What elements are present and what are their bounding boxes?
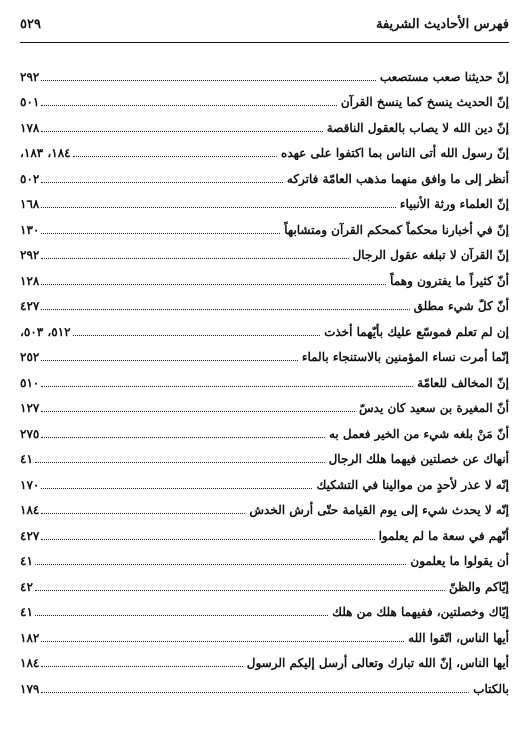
entry-text: إنّه لا يحدث شيء إلى يوم القيامة حتّى أرش الخدش	[249, 503, 509, 517]
dot-leader	[41, 640, 404, 642]
dot-leader	[41, 206, 396, 208]
index-entry	[20, 568, 509, 594]
index-entry	[20, 135, 509, 161]
dot-leader	[41, 385, 413, 387]
entry-page-ref: ٤٢٧	[20, 528, 40, 543]
dot-leader	[41, 691, 469, 693]
index-entry	[20, 441, 509, 467]
entry-page-ref: ١٨٢	[20, 630, 40, 645]
entry-text: إن لم تعلم فموسّع عليك بأيّهما أخذت	[324, 324, 509, 339]
entry-page-ref: ٢٧٥	[20, 426, 40, 441]
dot-leader	[41, 308, 409, 310]
entry-text: أنظر إلى ما وافق منهما مذهب العامّة فاتركه	[286, 171, 509, 186]
dot-leader	[41, 665, 242, 667]
entry-text: إنّ دين الله لا يصاب بالعقول الناقصة	[326, 120, 509, 135]
entry-page-ref: ٥٠١	[20, 95, 40, 109]
index-entry	[20, 313, 509, 339]
entry-text: إنّ الحديث ينسخ كما ينسخ القرآن	[340, 95, 509, 109]
index-entry	[20, 594, 509, 620]
entry-page-ref: ١٢٨	[20, 273, 40, 288]
header-rule	[20, 42, 509, 43]
index-entry	[20, 288, 509, 314]
dot-leader	[35, 461, 325, 463]
entry-page-ref: ٤١	[20, 605, 33, 619]
entry-page-ref: ١٧٩	[20, 681, 40, 696]
entry-page-ref: ١٧٠	[20, 477, 40, 492]
dot-leader	[41, 512, 245, 514]
entry-text: بالكتاب	[473, 681, 509, 696]
index-entry	[20, 466, 509, 492]
dot-leader	[41, 487, 312, 489]
entry-text: إنّه لا عذر لأحدٍ من موالينا في التشكيك	[316, 477, 509, 492]
entry-page-ref: ٤٢٧	[20, 299, 40, 313]
index-entry	[20, 364, 509, 390]
index-entry	[20, 619, 509, 645]
index-entry	[20, 543, 509, 569]
dot-leader	[41, 538, 374, 540]
index-entry	[20, 109, 509, 135]
entry-text: أيها الناس، اتّقوا الله	[408, 630, 509, 645]
entry-page-ref: ٢٩٢	[20, 69, 40, 84]
page-number: ٥٢٩	[20, 17, 41, 32]
dot-leader	[41, 257, 348, 259]
dot-leader	[73, 155, 277, 157]
entry-page-ref: ٤١	[20, 554, 33, 568]
dot-leader	[41, 410, 355, 412]
dot-leader	[41, 104, 337, 106]
entry-text: إنّ العلماء ورثة الأنبياء	[399, 197, 509, 211]
index-entry	[20, 262, 509, 288]
dot-leader	[41, 130, 322, 132]
entry-page-ref: ١٧٨	[20, 120, 40, 135]
dot-leader	[35, 589, 445, 591]
entry-text: أنّ المغيرة بن سعيد كان يدسّ	[359, 401, 509, 415]
entry-page-ref: ٥٠٢	[20, 171, 40, 186]
entry-page-ref: ١٨٤	[20, 656, 40, 670]
running-title: فهرس الأحاديث الشريفة	[375, 17, 509, 32]
index-entry	[20, 517, 509, 543]
index-entry	[20, 645, 509, 671]
dot-leader	[35, 614, 328, 616]
index-entry	[20, 186, 509, 212]
dot-leader	[41, 181, 283, 183]
index-entry	[20, 237, 509, 263]
entry-text: إيّاكم والظنّ	[449, 579, 509, 594]
dot-leader	[73, 334, 320, 336]
entry-text: إنّ القرآن لا تبلغه عقول الرجال	[352, 248, 509, 262]
entry-text: إنّ المخالف للعامّة	[417, 375, 509, 390]
hadith-index-list	[20, 58, 509, 696]
entry-page-ref: ٥١٠	[20, 375, 40, 390]
entry-text: أنّ كثيراً ما يفترون وهماً	[390, 273, 509, 288]
entry-page-ref: ٤٢	[20, 579, 33, 594]
entry-page-ref: ١٦٨	[20, 197, 40, 211]
index-entry	[20, 211, 509, 237]
entry-text: أن يقولوا ما يعلمون	[410, 554, 509, 568]
dot-leader	[41, 232, 280, 234]
dot-leader	[41, 79, 376, 81]
entry-text: أنّهم في سعة ما لم يعلموا	[378, 528, 509, 543]
page-header	[20, 17, 509, 39]
entry-page-ref: ٢٩٢	[20, 248, 40, 262]
entry-text: أنهاك عن خصلتين فيهما هلك الرجال	[328, 452, 509, 466]
index-entry	[20, 670, 509, 696]
entry-page-ref: ١٨٤، ١٨٣،	[20, 146, 71, 160]
entry-page-ref: ١٣٠	[20, 222, 40, 237]
entry-text: إيّاك وخصلتين، ففيهما هلك من هلك	[332, 605, 509, 619]
index-entry	[20, 415, 509, 441]
index-entry	[20, 58, 509, 84]
index-entry	[20, 390, 509, 416]
entry-text: إنّ في أخبارنا محكماً كمحكم القرآن ومتشابهاً	[284, 222, 509, 237]
index-entry	[20, 84, 509, 110]
entry-text: أنّ كلّ شيء مطلق	[413, 299, 509, 313]
entry-page-ref: ١٢٧	[20, 401, 40, 415]
entry-text: أيها الناس، إنّ الله تبارك وتعالى أرسل إليكم الرسول	[246, 656, 509, 670]
entry-page-ref: ٤١	[20, 452, 33, 466]
entry-text: أنّ مَنْ بلغه شيء من الخير فعمل به	[328, 426, 509, 441]
dot-leader	[41, 359, 297, 361]
entry-text: إنّ حديثنا صعب مستصعب	[379, 69, 509, 84]
index-entry	[20, 339, 509, 365]
entry-page-ref: ٥١٢، ٥٠٣،	[20, 324, 71, 339]
entry-text: إنّما أمرت نساء المؤمنين بالاستنجاء بالماء	[301, 350, 509, 364]
entry-page-ref: ١٨٤	[20, 503, 40, 517]
index-entry	[20, 160, 509, 186]
dot-leader	[35, 563, 406, 565]
entry-page-ref: ٢٥٢	[20, 350, 40, 364]
dot-leader	[41, 436, 325, 438]
dot-leader	[41, 283, 386, 285]
index-entry	[20, 492, 509, 518]
entry-text: إنّ رسول الله أتى الناس بما اكتفوا على عهده	[281, 146, 509, 160]
